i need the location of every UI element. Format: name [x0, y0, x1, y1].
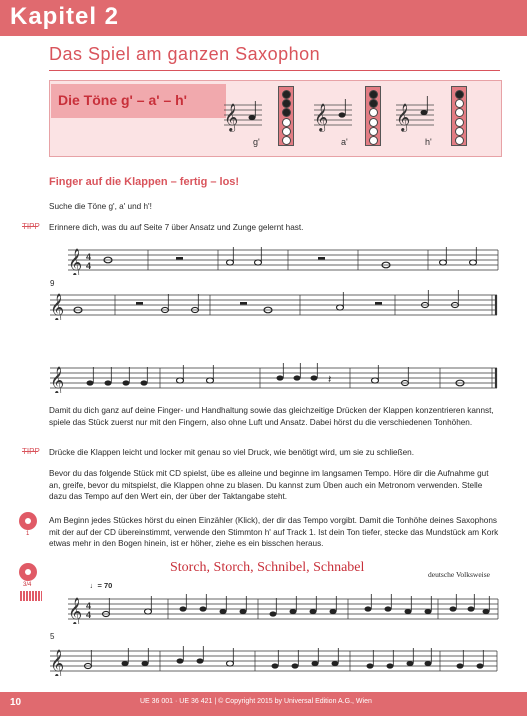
svg-text:𝄞: 𝄞	[50, 366, 65, 393]
paragraph-3: Am Beginn jedes Stückes hörst du einen Einzähler (Klick), der dir das Tempo vorgibt. Damit die Tonhöhe deines Saxophons mit der auf der CD übereinstimmt, verwende den Stimmton h' auf Track 1. Ist dein Ton tiefer, stecke das Mundstück am Kork etwas mehr in den Bogen hinein, ist er höher, ziehe es ein bisschen heraus.	[49, 516, 499, 548]
svg-text:𝄽: 𝄽	[328, 374, 332, 386]
song-title: Storch, Storch, Schnibel, Schnabel	[170, 560, 365, 575]
measure-number: 9	[50, 279, 55, 288]
tipp-label: TIPP	[22, 222, 40, 231]
measure-number: 5	[50, 632, 55, 641]
note-g	[249, 115, 256, 120]
note-label-h: h'	[425, 137, 432, 147]
svg-text:4: 4	[86, 252, 92, 262]
page-number: 10	[10, 697, 22, 708]
note-label-g: g'	[253, 137, 260, 147]
svg-text:4: 4	[86, 610, 92, 620]
svg-text:4: 4	[86, 601, 92, 611]
paragraph-2: Bevor du das folgende Stück mit CD spielst, übe es alleine und beginne im langsamen Tempo. Höre dir die Aufnahme gut an, greife, bevor du mitspielst, die Klappen ohne zu blasen. Du kannst zum Üben auch ein Metronom verwenden. Stelle dazu das Tempo auf den Wert ein, der über der Taktangabe steht.	[49, 469, 489, 501]
svg-text:𝄞: 𝄞	[50, 649, 65, 676]
paragraph-1: Damit du dich ganz auf deine Finger- und Handhaltung sowie das gleichzeitige Drücken der Klappen konzentrieren kannst, spiele das Stück zuerst nur mit den Fingern, also ohne Luft und Ansatz. Dabei hörst du die verschiedenen Tonhöhen.	[49, 406, 494, 427]
footer-copyright: UE 36 001 · UE 36 421 | © Copyright 2015 by Universal Edition A.G., Wien	[140, 698, 372, 705]
music-staff-3	[50, 363, 500, 393]
cd-icon	[19, 512, 37, 530]
cd-track-number: 1	[26, 531, 30, 537]
chapter-title: Kapitel 2	[10, 3, 120, 30]
intro-text: Suche die Töne g', a' und h'!	[49, 202, 152, 211]
treble-clef-icon: 𝄞	[224, 103, 239, 131]
note-label-a: a'	[341, 137, 348, 147]
music-staff-4	[68, 594, 500, 624]
tones-title: Die Töne g' – a' – h'	[58, 92, 188, 108]
music-staff-1	[68, 245, 500, 275]
cd-track-number: 3/4	[23, 582, 32, 588]
tipp-text-2: Drücke die Klappen leicht und locker mit genau so viel Druck, wie benötigt wird, um sie zu schließen.	[49, 448, 414, 457]
treble-clef-icon: 𝄞	[396, 103, 411, 131]
subheading: Finger auf die Klappen – fertig – los!	[49, 176, 240, 188]
treble-clef-icon: 𝄞	[314, 103, 329, 131]
section-divider	[49, 70, 500, 71]
tempo-marking: ♩= 70	[90, 581, 113, 590]
music-staff-5	[50, 646, 500, 676]
piano-icon	[20, 591, 42, 601]
cd-icon	[19, 563, 37, 581]
svg-text:4: 4	[86, 261, 92, 271]
fingering-chart-a	[365, 86, 381, 146]
music-staff-2	[50, 290, 500, 320]
section-title: Das Spiel am ganzen Saxophon	[49, 44, 321, 64]
tipp-label: TIPP	[22, 447, 40, 456]
tipp-text-1: Erinnere dich, was du auf Seite 7 über Ansatz und Zunge gelernt hast.	[49, 223, 304, 232]
svg-text:𝄞: 𝄞	[68, 597, 83, 624]
note-a	[339, 112, 346, 117]
fingering-chart-g	[278, 86, 294, 146]
song-origin: deutsche Volksweise	[428, 570, 491, 579]
svg-text:𝄞: 𝄞	[68, 248, 83, 275]
note-h	[421, 110, 428, 115]
svg-text:𝄞: 𝄞	[50, 293, 65, 320]
fingering-chart-h	[451, 86, 467, 146]
